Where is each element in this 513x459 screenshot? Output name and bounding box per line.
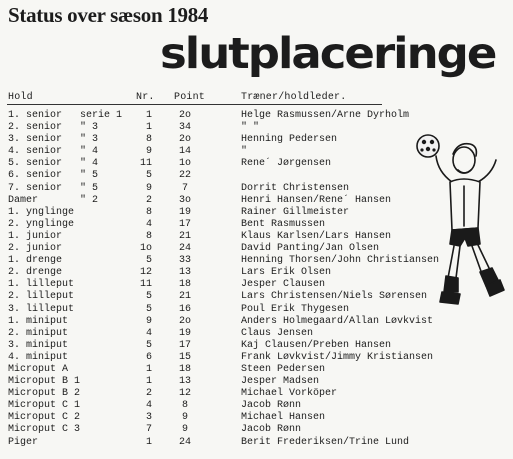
team-cell: 1. lilleput (8, 279, 75, 291)
team-cell: 2. lilleput (8, 291, 75, 303)
coach-cell: David Panting/Jan Olsen (241, 243, 380, 255)
coach-cell: Jesper Clausen (241, 279, 326, 291)
points-cell: 19 (178, 327, 191, 339)
coach-cell: Steen Pedersen (241, 363, 326, 375)
placement-cell: 5 (145, 303, 152, 315)
placement-cell: 2 (145, 388, 152, 400)
placement-cell: 1 (145, 436, 152, 448)
header-team: Hold (8, 92, 33, 103)
placement-cell: 4 (145, 218, 152, 230)
header-coach: Træner/holdleder. (241, 92, 347, 103)
points-cell: 18 (178, 363, 191, 375)
points-cell: 2o (178, 134, 191, 146)
points-cell: 7 (181, 182, 188, 194)
coach-cell: Jacob Rønn (241, 424, 302, 436)
coach-cell: Jacob Rønn (241, 400, 302, 412)
series-cell: " 4 (80, 158, 99, 170)
placement-cell: 6 (145, 351, 152, 363)
points-cell: 9 (181, 412, 188, 424)
coach-cell: Michael Vorköper (241, 388, 338, 400)
table-row (0, 388, 513, 400)
coach-cell: Rene´ Jørgensen (241, 158, 332, 170)
placement-cell: 5 (145, 339, 152, 351)
placement-cell: 1 (145, 122, 152, 134)
placement-cell: 1 (145, 363, 152, 375)
team-cell: 2. junior (8, 243, 63, 255)
coach-cell: Anders Holmegaard/Allan Løvkvist (241, 315, 434, 327)
team-cell: 1. miniput (8, 315, 69, 327)
coach-cell: Claus Jensen (241, 327, 314, 339)
team-cell: 4. senior (8, 146, 63, 158)
coach-cell: Helge Rasmussen/Arne Dyrholm (241, 110, 410, 121)
placement-cell: 1 (145, 376, 152, 388)
coach-cell: Poul Erik Thygesen (241, 303, 350, 315)
placement-cell: 9 (145, 182, 152, 194)
coach-cell: Dorrit Christensen (241, 182, 350, 194)
placement-cell: 5 (145, 291, 152, 303)
team-cell: 2. miniput (8, 327, 69, 339)
season-status-title: Status over sæson 1984 (8, 3, 209, 27)
placement-cell: 8 (145, 206, 152, 218)
team-cell: Microput C 2 (8, 412, 81, 424)
team-cell: Microput C 3 (8, 424, 81, 436)
points-cell: 12 (178, 388, 191, 400)
placement-cell: 4 (145, 400, 152, 412)
team-cell: 2. senior (8, 122, 63, 134)
team-cell: Microput B 2 (8, 388, 81, 400)
placement-cell: 12 (139, 267, 152, 279)
table-row (0, 340, 513, 352)
points-cell: 15 (178, 351, 191, 363)
team-cell: 6. senior (8, 170, 63, 182)
points-cell: 17 (178, 339, 191, 351)
coach-cell: Frank Løvkvist/Jimmy Kristiansen (241, 351, 434, 363)
points-cell: 13 (178, 376, 191, 388)
coach-cell: Klaus Karlsen/Lars Hansen (241, 230, 392, 242)
points-cell: 34 (178, 122, 191, 134)
series-cell: " 5 (80, 182, 99, 194)
series-cell: " 5 (80, 170, 99, 182)
team-cell: 5. senior (8, 158, 63, 170)
points-cell: 14 (178, 146, 191, 158)
points-cell: 17 (178, 218, 191, 230)
team-cell: 2. drenge (8, 267, 63, 279)
series-cell: " 2 (80, 194, 99, 206)
placement-cell: 11 (139, 279, 152, 291)
team-cell: 3. miniput (8, 339, 69, 351)
team-cell: Piger (8, 436, 39, 448)
points-cell: 13 (178, 267, 191, 279)
team-cell: Microput A (8, 363, 69, 375)
team-cell: 1. senior (8, 110, 63, 121)
points-cell: 19 (178, 206, 191, 218)
placement-cell: 8 (145, 134, 152, 146)
coach-cell: Henri Hansen/Rene´ Hansen (241, 194, 392, 206)
placement-cell: 11 (139, 158, 152, 170)
points-cell: 21 (178, 230, 191, 242)
team-cell: 1. junior (8, 230, 63, 242)
football-player-icon (408, 126, 508, 326)
coach-cell: Bent Rasmussen (241, 218, 326, 230)
final-placings-title: slutplaceringe (160, 28, 496, 79)
coach-cell: Lars Christensen/Niels Sørensen (241, 291, 428, 303)
table-row (0, 110, 513, 122)
series-cell: " 4 (80, 146, 99, 158)
team-cell: 4. miniput (8, 351, 69, 363)
series-cell: serie 1 (80, 110, 123, 121)
coach-cell: Berit Frederiksen/Trine Lund (241, 436, 410, 448)
team-cell: 1. ynglinge (8, 206, 75, 218)
team-cell: Microput C 1 (8, 400, 81, 412)
table-row (0, 437, 513, 449)
table-row (0, 376, 513, 388)
coach-cell: Lars Erik Olsen (241, 267, 332, 279)
table-row (0, 364, 513, 376)
points-cell: 1o (178, 158, 191, 170)
table-row (0, 352, 513, 364)
header-nr: Nr. (136, 92, 155, 103)
series-cell: " 3 (80, 134, 99, 146)
points-cell: 2o (178, 315, 191, 327)
team-cell: 7. senior (8, 182, 63, 194)
team-cell: Microput B 1 (8, 376, 81, 388)
placement-cell: 5 (145, 255, 152, 267)
table-row (0, 424, 513, 436)
coach-cell: Kaj Clausen/Preben Hansen (241, 339, 392, 351)
points-cell: 18 (178, 279, 191, 291)
header-points: Point (174, 92, 206, 103)
placement-cell: 1 (145, 110, 152, 121)
points-cell: 22 (178, 170, 191, 182)
placement-cell: 9 (145, 146, 152, 158)
points-cell: 24 (178, 243, 191, 255)
placement-cell: 9 (145, 315, 152, 327)
placement-cell: 7 (145, 424, 152, 436)
points-cell: 2o (178, 110, 191, 121)
points-cell: 16 (178, 303, 191, 315)
placement-cell: 5 (145, 170, 152, 182)
coach-cell: Michael Hansen (241, 412, 326, 424)
coach-cell: Henning Thorsen/John Christiansen (241, 255, 440, 267)
points-cell: 8 (181, 400, 188, 412)
points-cell: 9 (181, 424, 188, 436)
team-cell: 1. drenge (8, 255, 63, 267)
points-cell: 3o (178, 194, 191, 206)
table-row (0, 328, 513, 340)
points-cell: 24 (178, 436, 191, 448)
placement-cell: 2 (145, 194, 152, 206)
series-cell: " 3 (80, 122, 99, 134)
points-cell: 21 (178, 291, 191, 303)
coach-cell: Henning Pedersen (241, 134, 338, 146)
placement-cell: 4 (145, 327, 152, 339)
coach-cell: Jesper Madsen (241, 376, 320, 388)
team-cell: 3. lilleput (8, 303, 75, 315)
points-cell: 33 (178, 255, 191, 267)
coach-cell: " " (241, 122, 260, 134)
table-row (0, 412, 513, 424)
table-row (0, 400, 513, 412)
team-cell: 3. senior (8, 134, 63, 146)
coach-cell: Rainer Gillmeister (241, 206, 350, 218)
team-cell: Damer (8, 194, 39, 206)
coach-cell: " (241, 146, 248, 158)
placement-cell: 3 (145, 412, 152, 424)
header-rule (7, 104, 382, 105)
placement-cell: 1o (139, 243, 152, 255)
placement-cell: 8 (145, 230, 152, 242)
team-cell: 2. ynglinge (8, 218, 75, 230)
